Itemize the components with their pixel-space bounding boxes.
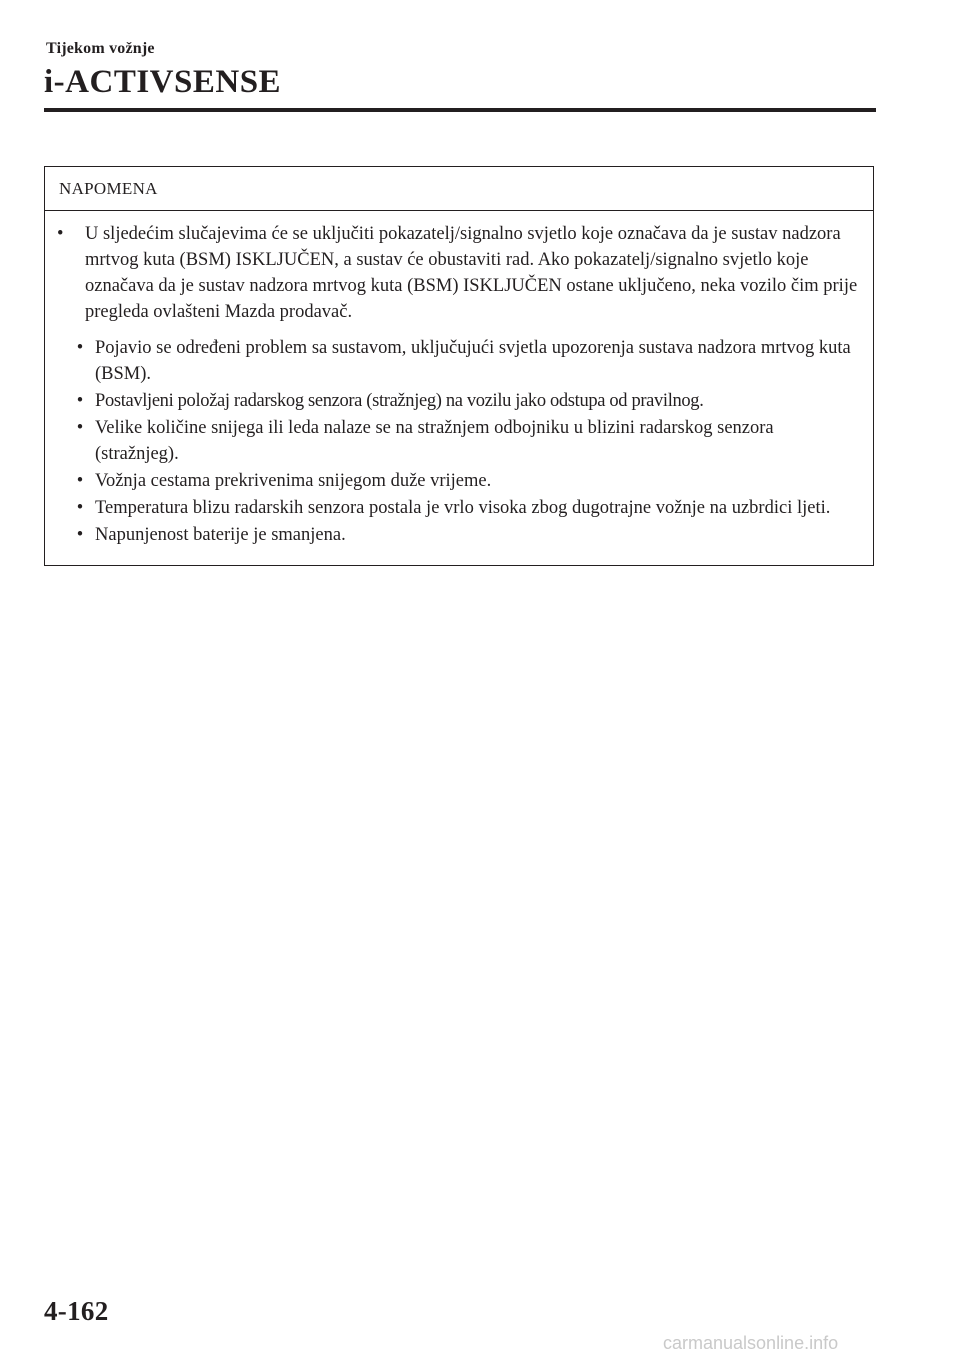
- list-item-text: Postavljeni položaj radarskog senzora (stražnjeg) na vozilu jako odstupa od pravilnog.: [95, 391, 704, 411]
- list-item: [57, 388, 861, 414]
- condition-list: [57, 335, 861, 548]
- list-item: [57, 335, 861, 387]
- bullet-icon: •: [76, 525, 84, 545]
- section-label: Tijekom vožnje: [46, 40, 155, 57]
- list-item-text: Napunjenost baterije je smanjena.: [95, 525, 346, 545]
- note-intro-text: U sljedećim slučajevima će se uključiti pokazatelj/signalno svjetlo koje označava da je sustav nadzora mrtvog kuta (BSM) ISKLJUČEN, a sustav će obustaviti rad. Ako pokazatelj/signalno svjetlo koje označava da je sustav nadzora mrtvog kuta (BSM) ISKLJUČEN ostane uključeno, neka vozilo čim prije pregleda ovlašteni Mazda prodavač.: [85, 224, 858, 322]
- title-rule: [44, 108, 876, 112]
- page-number: 4-162: [44, 1296, 109, 1326]
- bullet-icon: •: [76, 498, 84, 518]
- list-item: [57, 468, 861, 494]
- note-heading: NAPOMENA: [45, 167, 873, 211]
- watermark: carmanualsonline.info: [663, 1333, 839, 1353]
- list-item-text: Velike količine snijega ili leda nalaze se na stražnjem odbojniku u blizini radarskog senzora (stražnjeg).: [95, 418, 774, 464]
- note-box: [44, 166, 874, 566]
- list-item-text: Temperatura blizu radarskih senzora postala je vrlo visoka zbog dugotrajne vožnje na uzbrdici ljeti.: [95, 498, 831, 518]
- list-item: [57, 415, 861, 467]
- bullet-icon: •: [76, 418, 84, 438]
- chapter-title: i-ACTIVSENSE: [44, 64, 282, 100]
- list-item: [57, 495, 861, 521]
- list-item-text: Pojavio se određeni problem sa sustavom, uključujući svjetla upozorenja sustava nadzora mrtvog kuta (BSM).: [95, 338, 851, 384]
- list-item: [57, 522, 861, 548]
- list-item-text: Vožnja cestama prekrivenima snijegom duže vrijeme.: [95, 471, 492, 491]
- bullet-icon: •: [76, 471, 84, 491]
- note-intro: [57, 221, 861, 325]
- note-body: [45, 211, 873, 548]
- bullet-icon: •: [76, 338, 84, 358]
- bullet-icon: •: [76, 391, 84, 411]
- bullet-icon: •: [57, 224, 64, 244]
